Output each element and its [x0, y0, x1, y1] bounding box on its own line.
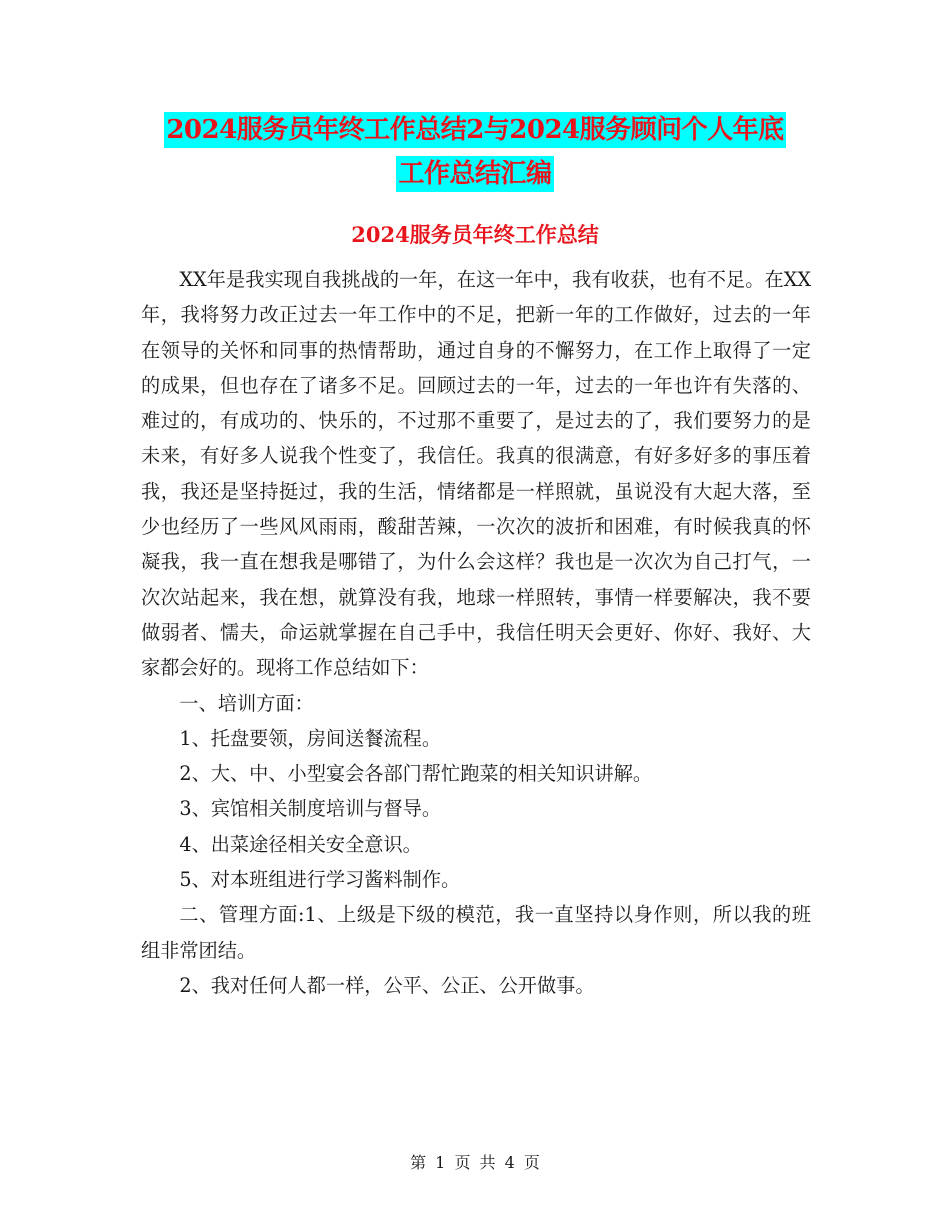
document-title-line-2: 工作总结汇编	[396, 156, 553, 192]
paragraph-intro: XX年是我实现自我挑战的一年，在这一年中，我有收获，也有不足。在XX年，我将努力改正过去一年工作中的不足，把新一年的工作做好，过去的一年在领导的关怀和同事的热情帮助，通过自身的不懈努力，在工作上取得了一定的成果，但也存在了诸多不足。回顾过去的一年，过去的一年也许有失落的、难过的，有成功的、快乐的，不过那不重要了，是过去的了，我们要努力的是未来，有好多人说我个性变了，我信任。我真的很满意，有好多好多的事压着我，我还是坚持挺过，我的生活，情绪都是一样照就，虽说没有大起大落，至少也经历了一些风风雨雨，酸甜苦辣，一次次的波折和困难，有时候我真的怀凝我，我一直在想我是哪错了，为什么会这样？我也是一次次为自己打气，一次次站起来，我在想，就算没有我，地球一样照转，事情一样要解决，我不要做弱者、懦夫，命运就掌握在自己手中，我信任明天会更好、你好、我好、大家都会好的。现将工作总结如下：	[141, 268, 811, 680]
paragraph-training-5: 5、对本班组进行学习酱料制作。	[179, 868, 461, 892]
paragraph-management-2: 2、我对任何人都一样，公平、公正、公开做事。	[179, 973, 595, 997]
document-title	[0, 112, 950, 192]
paragraph-training-4: 4、出菜途径相关安全意识。	[179, 832, 422, 856]
paragraph-training-heading: 一、培训方面：	[179, 691, 314, 715]
paragraph-training-1: 1、托盘要领，房间送餐流程。	[179, 726, 442, 750]
document-body	[141, 262, 811, 1003]
paragraph-management-1: 二、管理方面:1、上级是下级的模范，我一直坚持以身作则，所以我的班组非常团结。	[141, 903, 811, 962]
paragraph-training-2: 2、大、中、小型宴会各部门帮忙跑菜的相关知识讲解。	[179, 762, 653, 786]
paragraph-training-3: 3、宾馆相关制度培训与督导。	[179, 797, 442, 821]
document-title-line-1: 2024服务员年终工作总结2与2024服务顾问个人年底	[164, 112, 785, 148]
page-footer: 第 1 页 共 4 页	[410, 1153, 540, 1172]
section-title: 2024服务员年终工作总结	[351, 222, 599, 247]
